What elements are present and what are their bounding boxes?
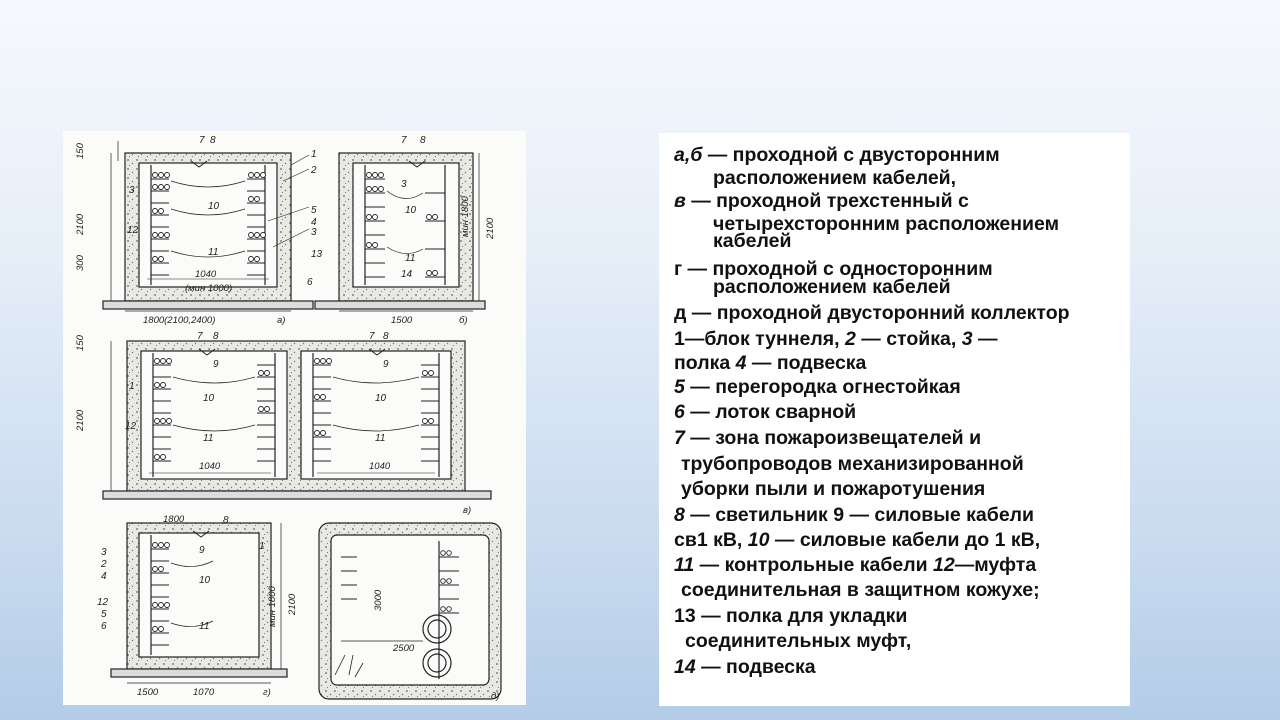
b-width-1500: 1500	[391, 315, 413, 326]
g-label-3: 3	[101, 547, 107, 558]
section-c	[103, 341, 491, 499]
c-label-7a: 7	[197, 331, 203, 342]
c-letter: в)	[463, 505, 472, 516]
legend-line-21: соединительных муфт,	[685, 630, 912, 652]
a-label-3: 3	[129, 185, 135, 196]
a-label-3b: 3	[311, 227, 317, 238]
legend-2-desc: — стойка,	[855, 328, 962, 350]
b-letter: б)	[459, 315, 468, 326]
g-height-min: мин 1800	[267, 586, 278, 627]
b-label-14: 14	[401, 269, 413, 280]
legend-line-20: 13 — полка для укладки	[674, 605, 908, 627]
d-width-2500: 2500	[393, 643, 415, 654]
legend-line-15: уборки пыли и пожаротушения	[681, 478, 986, 500]
legend-text	[659, 133, 1130, 706]
c-label-12: 12	[125, 421, 137, 432]
legend-line-8: д — проходной двусторонний коллектор	[674, 302, 1070, 324]
g-label-1: 1	[259, 541, 265, 552]
c-label-8a: 8	[213, 331, 219, 342]
c-width-1040a: 1040	[199, 461, 221, 472]
a-bottom-dim: 1800(2100,2400)	[143, 315, 216, 326]
legend-line-22	[674, 656, 816, 678]
b-label-7: 7	[401, 135, 407, 146]
legend-line-16	[674, 504, 1034, 526]
legend-line-18	[674, 554, 1036, 576]
legend-line-13	[674, 427, 981, 449]
legend-4-num: 4	[735, 352, 747, 374]
legend-3-dash: —	[972, 328, 998, 350]
tunnel-drawing	[63, 131, 526, 705]
legend-v-desc: — проходной трехстенный с	[685, 190, 969, 212]
c-label-10b: 10	[375, 393, 387, 404]
legend-v: в	[674, 190, 686, 212]
g-label-10: 10	[199, 575, 211, 586]
legend-line-9	[674, 328, 998, 350]
a-label-10: 10	[208, 201, 220, 212]
c-height-150: 150	[75, 335, 86, 351]
a-label-4: 4	[311, 217, 317, 228]
legend-2-num: 2	[845, 328, 856, 350]
legend-3-num: 3	[961, 328, 973, 350]
g-label-4: 4	[101, 571, 107, 582]
a-height-300: 300	[75, 255, 86, 271]
c-label-11a: 11	[203, 433, 214, 444]
legend-ab: а,б	[674, 144, 703, 166]
legend-7-num: 7	[674, 427, 685, 449]
g-letter: г)	[263, 687, 271, 698]
d-letter: д)	[491, 691, 500, 702]
b-label-8: 8	[420, 135, 426, 146]
legend-line-5: кабелей	[713, 230, 792, 252]
g-width-1500: 1500	[137, 687, 159, 698]
legend-5-desc: — перегородка огнестойкая	[684, 376, 961, 398]
legend-12-desc: —муфта	[954, 554, 1037, 576]
g-width-1800: 1800	[163, 514, 185, 525]
a-label-7: 7	[199, 135, 205, 146]
legend-sv1kv: св1 кВ,	[674, 529, 748, 551]
legend-shelf: полка	[674, 352, 736, 374]
legend-6-desc: — лоток сварной	[684, 401, 857, 423]
c-label-11b: 11	[375, 433, 386, 444]
c-label-9a: 9	[213, 359, 219, 370]
g-height-2100: 2100	[287, 593, 298, 615]
b-label-11: 11	[405, 253, 416, 264]
b-height-2100: 2100	[485, 217, 496, 239]
legend-4-desc: — подвеска	[746, 352, 867, 374]
legend-11-num: 11	[674, 554, 695, 576]
c-label-8b: 8	[383, 331, 389, 342]
a-label-12: 12	[127, 225, 139, 236]
legend-10-desc: — силовые кабели до 1 кВ,	[769, 529, 1041, 551]
legend-line-14: трубопроводов механизированной	[681, 453, 1024, 475]
legend-line-6: г — проходной с односторонним	[674, 258, 993, 280]
legend-line-7: расположением кабелей	[713, 276, 951, 298]
g-label-2: 2	[101, 559, 107, 570]
c-label-9b: 9	[383, 359, 389, 370]
legend-line-19: соединительная в защитном кожухе;	[681, 579, 1040, 601]
b-label-10: 10	[405, 205, 417, 216]
legend-1: 1—блок туннеля,	[674, 328, 846, 350]
c-label-1: 1	[129, 381, 135, 392]
legend-12-num: 12	[933, 554, 955, 576]
c-width-1040b: 1040	[369, 461, 391, 472]
g-label-5: 5	[101, 609, 107, 620]
legend-14-desc: — подвеска	[695, 656, 816, 678]
a-height-2100: 2100	[75, 213, 86, 235]
c-height-2100: 2100	[75, 409, 86, 431]
g-label-9: 9	[199, 545, 205, 556]
legend-line-3	[674, 190, 969, 212]
c-label-10a: 10	[203, 393, 215, 404]
g-label-12: 12	[97, 597, 109, 608]
a-height-150: 150	[75, 143, 86, 159]
d-height-3000: 3000	[373, 589, 384, 611]
tunnel-drawing-panel	[63, 131, 526, 705]
legend-6-num: 6	[674, 401, 685, 423]
legend-line-4: четырехсторонним расположением	[713, 213, 1060, 235]
legend-8-num: 8	[674, 504, 685, 526]
legend-5-num: 5	[674, 376, 685, 398]
legend-line-2: расположением кабелей,	[713, 167, 957, 189]
legend-7-desc: — зона пожароизвещателей и	[684, 427, 982, 449]
legend-11-desc: — контрольные кабели	[694, 554, 934, 576]
a-width-min: (мин 1000)	[185, 283, 233, 294]
legend-line-11	[674, 376, 961, 398]
a-label-8: 8	[210, 135, 216, 146]
c-label-7b: 7	[369, 331, 375, 342]
legend-line-12	[674, 401, 856, 423]
a-label-11: 11	[208, 247, 219, 258]
legend-line-10	[674, 352, 867, 374]
a-label-1: 1	[311, 149, 317, 160]
legend-8-desc: — светильник 9 — силовые кабели	[684, 504, 1035, 526]
a-letter: а)	[277, 315, 286, 326]
b-height-min: мин 1800	[460, 196, 471, 237]
section-d	[319, 523, 501, 699]
g-label-6: 6	[101, 621, 107, 632]
legend-line-17	[674, 529, 1040, 551]
a-label-2: 2	[311, 165, 317, 176]
b-label-3: 3	[401, 179, 407, 190]
a-label-6: 6	[307, 277, 313, 288]
legend-14-num: 14	[674, 656, 696, 678]
a-label-13: 13	[311, 249, 323, 260]
g-label-11: 11	[199, 621, 210, 632]
a-width-1040: 1040	[195, 269, 217, 280]
legend-panel	[659, 133, 1130, 706]
legend-line-1	[674, 144, 1000, 166]
a-label-5: 5	[311, 205, 317, 216]
g-label-8: 8	[223, 515, 229, 526]
g-width-1070: 1070	[193, 687, 215, 698]
legend-10-num: 10	[747, 529, 770, 551]
legend-ab-desc: — проходной с двусторонним	[702, 144, 1000, 166]
